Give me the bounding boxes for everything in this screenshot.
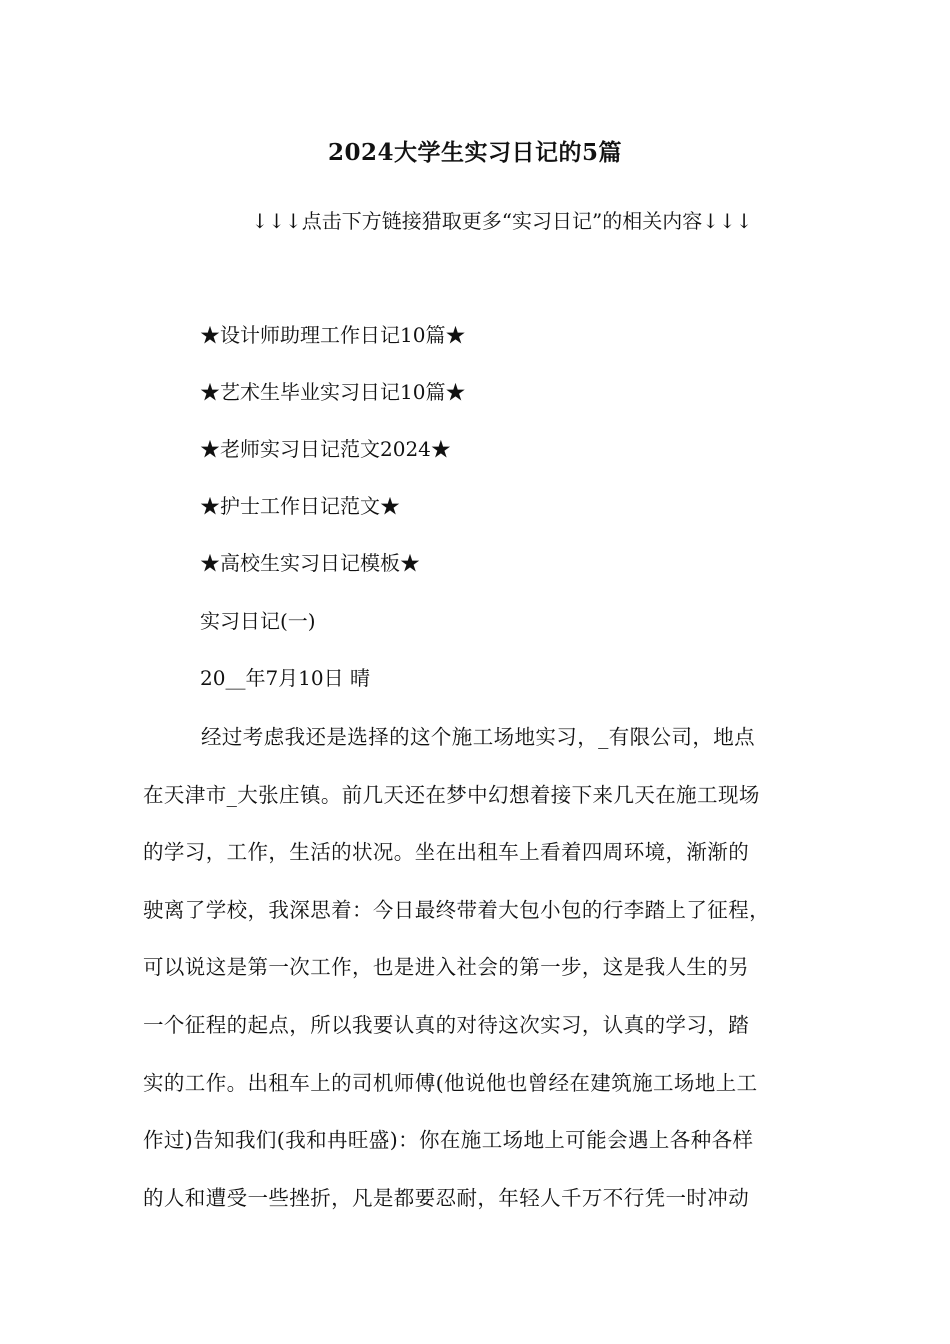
related-link-teacher-internship-diary[interactable]: ★老师实习日记范文2024★: [200, 437, 451, 461]
body-line: 可以说这是第一次工作，也是进入社会的第一步，这是我人生的另: [143, 955, 750, 980]
body-line: 实的工作。出租车上的司机师傅(他说他也曾经在建筑施工场地上工: [143, 1070, 758, 1095]
body-line: 驶离了学校，我深思着：今日最终带着大包小包的行李踏上了征程，: [143, 897, 770, 922]
body-line: 在天津市_大张庄镇。前几天还在梦中幻想着接下来几天在施工现场: [143, 782, 760, 807]
body-line: 一个征程的起点，所以我要认真的对待这次实习，认真的学习，踏: [143, 1012, 750, 1037]
related-link-college-internship-template[interactable]: ★高校生实习日记模板★: [200, 551, 420, 575]
related-link-designer-assistant-diary[interactable]: ★设计师助理工作日记10篇★: [200, 323, 466, 347]
related-links-prompt: ↓↓↓点击下方链接猎取更多“实习日记”的相关内容↓↓↓: [251, 209, 753, 233]
body-line: 经过考虑我还是选择的这个施工场地实习，_有限公司，地点: [201, 725, 756, 749]
section-heading: 实习日记(一): [200, 609, 316, 633]
diary-date-line: 20__年7月10日 晴: [200, 666, 370, 690]
related-links-list: [200, 318, 465, 603]
related-link-art-student-internship-diary[interactable]: ★艺术生毕业实习日记10篇★: [200, 380, 466, 404]
diary-body-paragraph: [143, 719, 833, 1237]
document-title: 2024大学生实习日记的5篇: [327, 139, 623, 166]
body-line: 的学习，工作，生活的状况。坐在出租车上看着四周环境，渐渐的: [143, 840, 750, 865]
body-line: 的人和遭受一些挫折，凡是都要忍耐，年轻人千万不行凭一时冲动: [143, 1185, 750, 1210]
body-line: 作过)告知我们(我和冉旺盛)：你在施工场地上可能会遇上各种各样: [143, 1128, 754, 1153]
related-link-nurse-work-diary[interactable]: ★护士工作日记范文★: [200, 494, 400, 518]
